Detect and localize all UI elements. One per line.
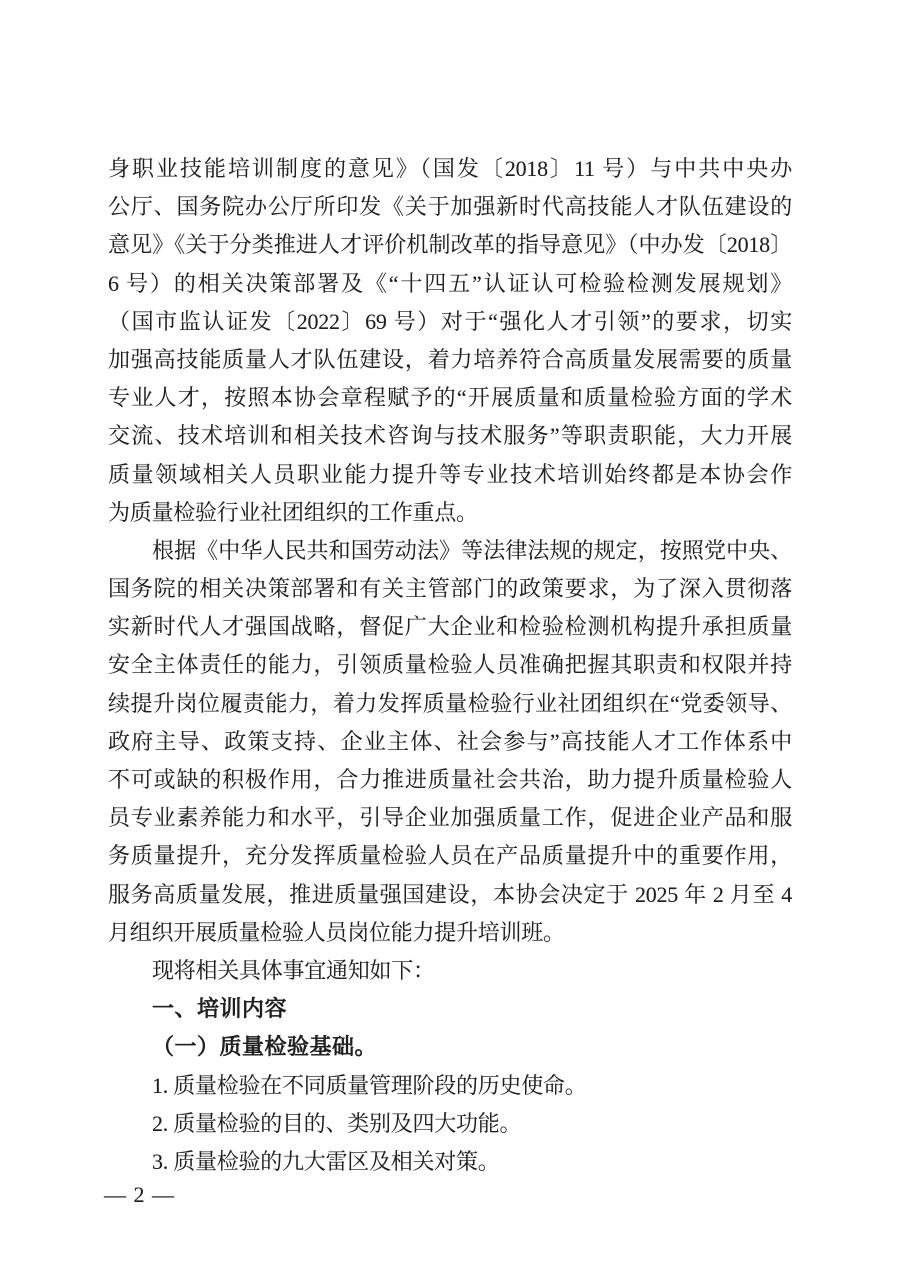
body-text-line: 加强高技能质量人才队伍建设，着力培养符合高质量发展需要的质量 — [108, 346, 792, 372]
body-text-line: 不可或缺的积极作用，合力推进质量社会共治，助力提升质量检验人 — [108, 767, 792, 792]
body-text-line: 公厅、国务院办公厅所印发《关于加强新时代高技能人才队伍建设的 — [108, 194, 792, 220]
body-text-line: 实新时代人才强国战略，督促广大企业和检验检测机构提升承担质量 — [108, 614, 792, 640]
body-text-line: 政府主导、政策支持、企业主体、社会参与”高技能人才工作体系中 — [108, 728, 792, 754]
list-item-1: 1. 质量检验在不同质量管理阶段的历史使命。 — [152, 1072, 587, 1098]
body-text-line: 身职业技能培训制度的意见》（国发〔2018〕11 号）与中共中央办 — [108, 156, 792, 181]
paragraph-2 — [108, 532, 792, 952]
document-body — [108, 150, 792, 1181]
body-text-line: 续提升岗位履责能力，着力发挥质量检验行业社团组织在“党委领导、 — [108, 690, 792, 716]
subsection-heading-quality-inspection-basics: （一）质量检验基础。 — [152, 1034, 378, 1060]
page-number: — 2 — — [104, 1182, 175, 1207]
body-text-line: 专业人才，按照本协会章程赋予的“开展质量和质量检验方面的学术 — [108, 385, 792, 411]
body-text-line: 6 号）的相关决策部署及《“十四五”认证认可检验检测发展规划》 — [108, 270, 792, 296]
body-text-line: 服务高质量发展，推进质量强国建设，本协会决定于 2025 年 2 月至 4 — [108, 881, 792, 907]
body-text-line: 为质量检验行业社团组织的工作重点。 — [108, 499, 478, 525]
body-text-line: 意见》《关于分类推进人才评价机制改革的指导意见》（中办发〔2018〕 — [108, 232, 792, 258]
body-text-line: 月组织开展质量检验人员岗位能力提升培训班。 — [108, 919, 565, 945]
body-text-line: 根据《中华人民共和国劳动法》等法律法规的规定，按照党中央、 — [152, 537, 792, 563]
numbered-list — [108, 1067, 792, 1182]
notice-lead-line: 现将相关具体事宜通知如下： — [152, 957, 435, 983]
section-heading-training-content: 一、培训内容 — [152, 996, 288, 1022]
body-text-line: （国市监认证发〔2022〕69 号）对于“强化人才引领”的要求，切实 — [108, 308, 792, 334]
body-text-line: 务质量提升，充分发挥质量检验人员在产品质量提升中的重要作用， — [108, 843, 792, 869]
body-text-line: 员专业素养能力和水平，引导企业加强质量工作，促进企业产品和服 — [108, 805, 792, 831]
paragraph-1 — [108, 150, 792, 532]
list-item-3: 3. 质量检验的九大雷区及相关对策。 — [152, 1148, 500, 1174]
list-item-2: 2. 质量检验的目的、类别及四大功能。 — [152, 1110, 522, 1136]
body-text-line: 国务院的相关决策部署和有关主管部门的政策要求，为了深入贯彻落 — [108, 576, 792, 602]
body-text-line: 安全主体责任的能力，引领质量检验人员准确把握其职责和权限并持 — [108, 652, 792, 678]
body-text-line: 质量领域相关人员职业能力提升等专业技术培训始终都是本协会作 — [108, 461, 792, 487]
body-text-line: 交流、技术培训和相关技术咨询与技术服务”等职责职能，大力开展 — [108, 423, 792, 449]
